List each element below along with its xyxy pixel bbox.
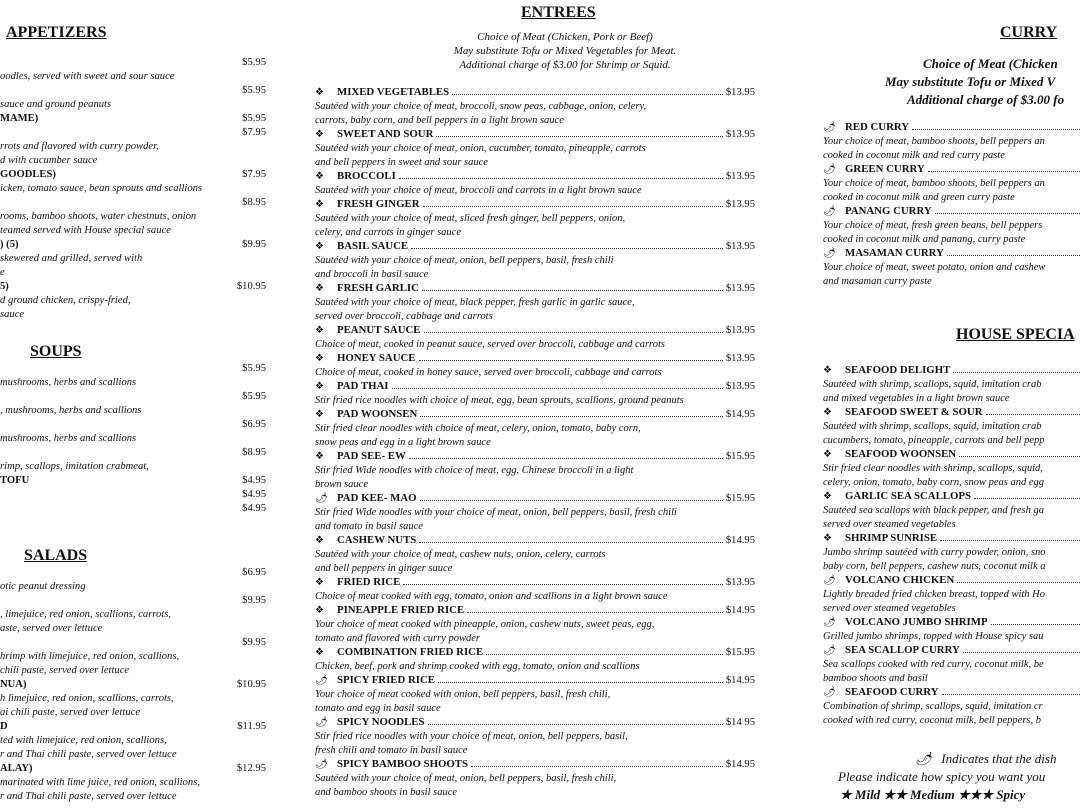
menu-price: $5.95 [242, 391, 266, 402]
entree-price: $13.95 [725, 325, 755, 336]
entree-name: PINEAPPLE FRIED RICE [337, 604, 465, 616]
menu-line: mushrooms, herbs and scallions [0, 433, 137, 444]
entree-description: served over broccoli, cabbage and carrots [315, 310, 493, 322]
dot-leader [452, 93, 723, 95]
dot-leader [959, 455, 1080, 457]
diamond-bullet-icon: ❖ [315, 241, 324, 252]
entree-description: Stir fried Wide noodles with your choice of meat, onion, bell peppers, basil, fresh chili [315, 507, 677, 518]
menu-price: $5.95 [242, 363, 266, 374]
dish-name: GREEN CURRY [845, 163, 925, 175]
soups-heading: SOUPS [30, 343, 82, 360]
dish-description: cooked in coconut milk and panang, curry paste [823, 233, 1026, 245]
chili-icon: 🌶 [315, 717, 328, 728]
entree-name: HONEY SAUCE [337, 352, 416, 364]
entree-item [315, 198, 755, 239]
dish-description: Sautéed with shrimp, scallops, squid, imitation crab [823, 421, 1042, 432]
dish-name: SEAFOOD CURRY [845, 686, 939, 698]
entree-description: Choice of meat, cooked in peanut sauce, served over broccoli, cabbage and carrots [315, 339, 666, 350]
dish-description: Grilled jumbo shrimps, topped with House spicy sau [823, 631, 1044, 642]
entree-description: and tomato in basil sauce [315, 520, 423, 532]
footer-levels: ★ Mild ★★ Medium ★★★ Spicy [840, 787, 1026, 802]
curry-heading: CURRY [1000, 24, 1058, 41]
house-special-item [823, 644, 1080, 685]
dot-leader [957, 581, 1080, 583]
entree-price: $14.95 [725, 535, 755, 546]
entree-item [315, 282, 755, 323]
entree-name: CASHEW NUTS [337, 534, 417, 546]
footer-please: Please indicate how spicy you want you [838, 769, 1046, 784]
dish-name: GARLIC SEA SCALLOPS [845, 490, 971, 502]
entree-item [315, 646, 755, 674]
curry-intro-1: Choice of Meat (Chicken [923, 56, 1058, 71]
diamond-bullet-icon: ❖ [823, 365, 832, 376]
entree-price: $14.95 [725, 675, 755, 686]
entree-price: $13.95 [725, 129, 755, 140]
entree-item [315, 450, 755, 491]
dot-leader [403, 583, 723, 585]
entree-description: brown sauce [315, 478, 368, 490]
dot-leader [422, 289, 723, 291]
menu-line: GOODLES) [0, 169, 56, 180]
curry-item [823, 205, 1080, 246]
entree-description: Stir fried rice noodles with choice of meat, egg, bean sprouts, scallions, ground peanuts [315, 395, 684, 406]
entree-description: Sautéed with your choice of meat, broccoli, snow peas, cabbage, onion, celery, [315, 101, 647, 112]
dish-description: cooked in coconut milk and red curry paste [823, 149, 1005, 161]
menu-line: skewered and grilled, served with [0, 253, 143, 264]
entree-name: SPICY FRIED RICE [337, 674, 435, 686]
chili-icon: 🌶 [823, 164, 836, 175]
footer-indicates-text: Indicates that the dish [941, 751, 1057, 766]
dish-description: Sautéed sea scallops with black pepper, and fresh ga [823, 505, 1044, 516]
dish-description: Your choice of meat, bamboo shoots, bell peppers an [823, 136, 1045, 147]
entree-item [315, 576, 755, 604]
entree-price: $15.95 [725, 647, 755, 658]
dot-leader [974, 497, 1080, 499]
entree-name: MIXED VEGETABLES [337, 86, 450, 98]
entree-name: PAD WOONSEN [337, 408, 418, 420]
entree-price: $13.95 [725, 87, 755, 98]
house-special-item [823, 532, 1080, 573]
dish-name: SHRIMP SUNRISE [845, 532, 938, 544]
entree-description: Stir fried clear noodles with choice of meat, celery, onion, tomato, baby corn, [315, 423, 641, 434]
dot-leader [991, 623, 1080, 625]
entree-price: $13.95 [725, 241, 755, 252]
entree-price: $13.95 [725, 353, 755, 364]
diamond-bullet-icon: ❖ [315, 605, 324, 616]
entree-name: SPICY NOODLES [337, 716, 425, 728]
entree-price: $14.95 [725, 605, 755, 616]
entree-item [315, 758, 755, 799]
entree-description: and broccoli in basil sauce [315, 268, 429, 280]
dish-name: PANANG CURRY [845, 205, 932, 217]
curry-item [823, 247, 1080, 288]
dot-leader [423, 205, 723, 207]
entree-description: Sautéed with your choice of meat, broccoli and carrots in a light brown sauce [315, 185, 642, 196]
menu-line: TOFU [0, 475, 30, 486]
menu-line: rimp, scallops, imitation crabmeat, [0, 461, 149, 472]
chili-icon: 🌶 [915, 751, 932, 766]
menu-price: $5.95 [242, 85, 266, 96]
menu-line: ted with limejuice, red onion, scallions, [0, 735, 167, 746]
entree-name: BROCCOLI [337, 170, 396, 182]
entree-name: COMBINATION FRIED RICE [337, 646, 484, 658]
menu-price: $4.95 [242, 489, 266, 500]
entree-price: $13.95 [725, 199, 755, 210]
menu-price: $11.95 [237, 721, 266, 732]
entree-description: Sautéed with your choice of meat, sliced fresh ginger, bell peppers, onion, [315, 213, 626, 224]
curry-item [823, 163, 1080, 204]
menu-line: d with cucumber sauce [0, 155, 98, 166]
chili-icon: 🌶 [315, 759, 328, 770]
menu-price: $6.95 [242, 419, 266, 430]
right-column [823, 0, 1080, 808]
entree-price: $13.95 [725, 283, 755, 294]
dot-leader [438, 681, 723, 683]
chili-icon: 🌶 [823, 122, 836, 133]
diamond-bullet-icon: ❖ [315, 577, 324, 588]
entree-description: and bell peppers in sweet and sour sauce [315, 156, 488, 168]
menu-line: rooms, bamboo shoots, water chestnuts, onion [0, 211, 197, 222]
entree-description: Choice of meat cooked with egg, tomato, onion and scallions in a light brown sauce [315, 591, 668, 602]
menu-line: teamed served with House special sauce [0, 225, 171, 236]
menu-line: d ground chicken, crispy-fried, [0, 295, 131, 306]
dish-description: baby corn, bell peppers, cashew nuts, coconut milk a [823, 560, 1046, 572]
dot-leader [935, 212, 1080, 214]
chili-icon: 🌶 [315, 493, 328, 504]
house-special-item [823, 616, 1080, 644]
dot-leader [419, 541, 723, 543]
entree-price: $15.95 [725, 451, 755, 462]
entrees-heading: ENTREES [521, 4, 596, 21]
entree-item [315, 352, 755, 380]
dish-description: celery, onion, tomato, baby corn, snow peas and egg [823, 476, 1045, 488]
dot-leader [912, 128, 1080, 130]
dish-description: Your choice of meat, bamboo shoots, bell peppers an [823, 178, 1045, 189]
entree-description: Sautéed with your choice of meat, onion, cucumber, tomato, pineapple, carrots [315, 143, 646, 154]
dish-name: MASAMAN CURRY [845, 247, 944, 259]
dish-description: cooked with red curry, coconut milk, bell peppers, b [823, 714, 1042, 726]
chili-icon: 🌶 [823, 645, 836, 656]
dish-name: RED CURRY [845, 121, 910, 133]
entree-item [315, 674, 755, 715]
menu-price: $7.95 [242, 169, 266, 180]
chili-icon: 🌶 [823, 687, 836, 698]
entree-price: $13.95 [725, 577, 755, 588]
menu-line: chili paste, served over lettuce [0, 665, 130, 676]
dish-description: Jumbo shrimp sautéed with curry powder, onion, sno [823, 547, 1046, 558]
menu-line: MAME) [0, 113, 39, 124]
diamond-bullet-icon: ❖ [823, 407, 832, 418]
dish-description: Sea scallops cooked with red curry, coconut milk, be [823, 659, 1044, 670]
dot-leader [399, 177, 723, 179]
curry-item [823, 121, 1080, 162]
dot-leader [428, 723, 723, 725]
entree-description: Sautéed with your choice of meat, black pepper, fresh garlic in garlic sauce, [315, 297, 635, 308]
house-special-item [823, 490, 1080, 531]
diamond-bullet-icon: ❖ [315, 381, 324, 392]
chili-icon: 🌶 [823, 575, 836, 586]
entree-price: $14 95 [725, 717, 755, 728]
chili-icon: 🌶 [823, 248, 836, 259]
entrees-intro-1: Choice of Meat (Chicken, Pork or Beef) [477, 31, 653, 43]
entree-name: PAD SEE- EW [337, 450, 406, 462]
dish-description: and masaman curry paste [823, 275, 932, 287]
menu-line: icken, tomato sauce, bean sprouts and scallions [0, 183, 203, 194]
menu-line: oodles, served with sweet and sour sauce [0, 71, 175, 82]
footer-indicates [915, 751, 1056, 767]
dot-leader [424, 331, 723, 333]
entree-description: Choice of meat, cooked in honey sauce, served over broccoli, cabbage and carrots [315, 367, 662, 378]
diamond-bullet-icon: ❖ [823, 449, 832, 460]
entree-description: carrots, baby corn, and bell peppers in a light brown sauce [315, 114, 564, 126]
entree-item [315, 534, 755, 575]
entree-name: FRIED RICE [337, 576, 401, 588]
house-special-item [823, 686, 1080, 727]
entree-description: Your choice of meat cooked with onion, bell peppers, basil, fresh chili, [315, 689, 611, 700]
dish-description: Lightly breaded fried chicken breast, topped with Ho [823, 589, 1046, 600]
dot-leader [467, 611, 723, 613]
diamond-bullet-icon: ❖ [315, 451, 324, 462]
dot-leader [942, 693, 1080, 695]
entree-item [315, 128, 755, 169]
menu-price: $8.95 [242, 447, 266, 458]
entree-description: fresh chili and tomato in basil sauce [315, 744, 468, 756]
entree-name: PAD KEE- MAO [337, 492, 417, 504]
entree-description: Chicken, beef, pork and shrimp cooked with egg, tomato, onion and scallions [315, 661, 640, 672]
dish-description: Combination of shrimp, scallops, squid, imitation cr [823, 701, 1043, 712]
menu-price: $12.95 [236, 763, 266, 774]
entree-description: and bamboo shoots in basil sauce [315, 786, 458, 798]
dish-name: VOLCANO JUMBO SHRIMP [845, 616, 988, 628]
entree-item [315, 380, 755, 408]
menu-line: h limejuice, red onion, scallions, carrots, [0, 693, 174, 704]
entree-item [315, 408, 755, 449]
dot-leader [963, 651, 1080, 653]
entree-item [315, 86, 755, 127]
dot-leader [940, 539, 1080, 541]
dish-description: cucumbers, tomato, pineapple, carrots and bell pepp [823, 434, 1045, 446]
menu-price: $10.95 [236, 281, 266, 292]
menu-line: ) (5) [0, 239, 19, 250]
appetizers-heading: APPETIZERS [6, 24, 107, 41]
entree-description: Sautéed with your choice of meat, cashew nuts, onion, celery, carrots [315, 549, 606, 560]
dish-description: served over steamed vegetables [823, 518, 956, 530]
house-special-item [823, 406, 1080, 447]
house-special-item [823, 448, 1080, 489]
menu-line: , limejuice, red onion, scallions, carrots, [0, 609, 172, 620]
menu-price: $7.95 [242, 127, 266, 138]
entree-description: celery, and carrots in ginger sauce [315, 226, 462, 238]
dish-name: SEAFOOD DELIGHT [845, 364, 951, 376]
dish-name: SEAFOOD SWEET & SOUR [845, 406, 983, 418]
diamond-bullet-icon: ❖ [823, 533, 832, 544]
dish-description: Your choice of meat, fresh green beans, bell peppers [823, 220, 1043, 231]
dish-name: VOLCANO CHICKEN [845, 574, 955, 586]
entree-item [315, 324, 755, 352]
menu-line: , mushrooms, herbs and scallions [0, 405, 142, 416]
entree-name: SWEET AND SOUR [337, 128, 434, 140]
menu-line: r and Thai chili paste, served over lettuce [0, 749, 177, 760]
dot-leader [928, 170, 1080, 172]
menu-line: e [0, 267, 5, 278]
chili-icon: 🌶 [823, 617, 836, 628]
menu-price: $9.95 [242, 637, 266, 648]
dot-leader [986, 413, 1080, 415]
entree-name: PAD THAI [337, 380, 389, 392]
diamond-bullet-icon: ❖ [315, 409, 324, 420]
menu-line: ai chili paste, served over lettuce [0, 707, 141, 718]
diamond-bullet-icon: ❖ [315, 129, 324, 140]
menu-line: 5) [0, 281, 9, 292]
dot-leader [947, 254, 1080, 256]
entree-description: Sautéed with your choice of meat, onion, bell peppers, basil, fresh chili [315, 255, 614, 266]
menu-line: ALAY) [0, 763, 33, 774]
entree-name: SPICY BAMBOO SHOOTS [337, 758, 468, 770]
entree-item [315, 170, 755, 198]
dot-leader [409, 457, 723, 459]
menu-line: otic peanut dressing [0, 581, 86, 592]
entree-description: and bell peppers in ginger sauce [315, 562, 453, 574]
menu-line: marinated with lime juice, red onion, scallions, [0, 777, 200, 788]
salads-heading: SALADS [24, 547, 88, 564]
entree-item [315, 240, 755, 281]
diamond-bullet-icon: ❖ [315, 171, 324, 182]
menu-price: $5.95 [242, 57, 266, 68]
menu-line: sauce [0, 309, 25, 320]
dish-name: SEA SCALLOP CURRY [845, 644, 960, 656]
entree-price: $14.95 [725, 409, 755, 420]
entree-description: Stir fried rice noodles with your choice of meat, onion, bell peppers, basil, [315, 731, 628, 742]
menu-price: $9.95 [242, 239, 266, 250]
menu-price: $6.95 [242, 567, 266, 578]
dot-leader [953, 371, 1080, 373]
menu-line: r and Thai chili paste, served over lettuce [0, 791, 177, 802]
dot-leader [392, 387, 723, 389]
dish-description: cooked in coconut milk and green curry paste [823, 191, 1015, 203]
menu-price: $10.95 [236, 679, 266, 690]
entree-price: $13.95 [725, 171, 755, 182]
curry-intro-2: May substitute Tofu or Mixed V [885, 74, 1056, 89]
menu-line: hrimp with limejuice, red onion, scallions, [0, 651, 180, 662]
entree-description: Stir fried Wide noodles with choice of meat, egg, Chinese broccoli in a light [315, 465, 634, 476]
menu-price: $4.95 [242, 475, 266, 486]
entree-price: $14.95 [725, 759, 755, 770]
diamond-bullet-icon: ❖ [315, 87, 324, 98]
entree-item [315, 604, 755, 645]
dish-description: Sautéed with shrimp, scallops, squid, imitation crab [823, 379, 1042, 390]
dot-leader [486, 653, 723, 655]
entree-description: tomato and egg in basil sauce [315, 702, 441, 714]
entree-description: tomato and flavored with curry powder [315, 632, 480, 644]
menu-price: $4.95 [242, 503, 266, 514]
dish-name: SEAFOOD WOONSEN [845, 448, 957, 460]
diamond-bullet-icon: ❖ [315, 535, 324, 546]
dish-description: Your choice of meat, sweet potato, onion and cashew [823, 262, 1046, 273]
menu-line: D [0, 721, 8, 732]
dish-description: and mixed vegetables in a light brown sauce [823, 392, 1010, 404]
entree-price: $15.95 [725, 493, 755, 504]
dot-leader [411, 247, 723, 249]
dish-description: served over steamed vegetables [823, 602, 956, 614]
dot-leader [436, 135, 722, 137]
entree-item [315, 492, 755, 533]
entree-name: FRESH GINGER [337, 198, 420, 210]
chili-icon: 🌶 [823, 206, 836, 217]
entree-item [315, 716, 755, 757]
entree-name: FRESH GARLIC [337, 282, 419, 294]
dot-leader [420, 499, 723, 501]
menu-line: rrots and flavored with curry powder, [0, 141, 159, 152]
chili-icon: 🌶 [315, 675, 328, 686]
entree-name: BASIL SAUCE [337, 240, 409, 252]
dish-description: Stir fried clear noodles with shrimp, scallops, squid, [823, 463, 1043, 474]
menu-line: mushrooms, herbs and scallions [0, 377, 137, 388]
menu-line: sauce and ground peanuts [0, 99, 112, 110]
dot-leader [419, 359, 723, 361]
entree-price: $13.95 [725, 381, 755, 392]
dot-leader [420, 415, 723, 417]
entrees-intro-2: May substitute Tofu or Mixed Vegetables for Meat. [453, 45, 677, 57]
menu-price: $5.95 [242, 113, 266, 124]
diamond-bullet-icon: ❖ [315, 199, 324, 210]
dot-leader [471, 765, 723, 767]
diamond-bullet-icon: ❖ [315, 647, 324, 658]
entree-description: Sautéed with your choice of meat, onion, bell peppers, basil, fresh chili, [315, 773, 617, 784]
entree-description: snow peas and egg in a light brown sauce [315, 436, 491, 448]
house-special-item [823, 364, 1080, 405]
entrees-intro-3: Additional charge of $3.00 for Shrimp or Squid. [459, 59, 671, 71]
diamond-bullet-icon: ❖ [315, 325, 324, 336]
entree-name: PEANUT SAUCE [337, 324, 421, 336]
menu-price: $9.95 [242, 595, 266, 606]
menu-price: $8.95 [242, 197, 266, 208]
diamond-bullet-icon: ❖ [315, 353, 324, 364]
entree-description: Your choice of meat cooked with pineapple, onion, cashew nuts, sweet peas, egg, [315, 619, 655, 630]
menu-line: NUA) [0, 679, 27, 690]
diamond-bullet-icon: ❖ [823, 491, 832, 502]
house-special-item [823, 574, 1080, 615]
menu-line: aste, served over lettuce [0, 623, 103, 634]
diamond-bullet-icon: ❖ [315, 283, 324, 294]
dish-description: bamboo shoots and basil [823, 672, 928, 684]
curry-intro-3: Additional charge of $3.00 fo [907, 92, 1065, 107]
house-special-heading: HOUSE SPECIA [956, 326, 1075, 343]
